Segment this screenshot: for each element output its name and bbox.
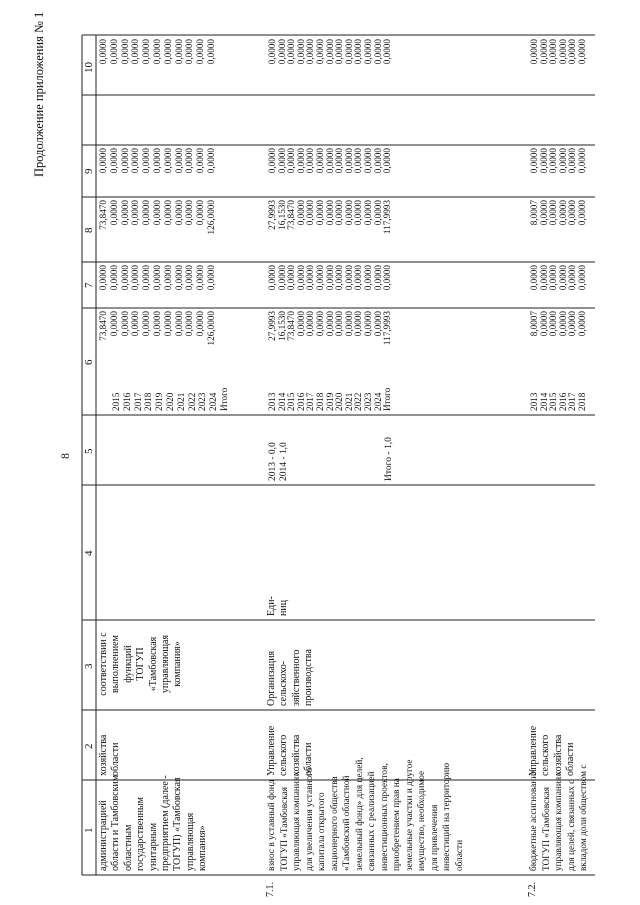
row-7-1-col3: Организация сельскохо- зяйственного производства	[266, 649, 315, 706]
row-7-2-col9: 0,0000 0,0000 0,0000 0,0000 0,0000 0,0000	[529, 148, 587, 174]
row-7-2-col2: Управление сельского хозяйства области	[528, 725, 577, 776]
block0-col6: 73,8470 0,0000 0,0000 0,0000 0,0000 0,0000 0,0000 0,0000 0,0000 0,0000 126,0000	[98, 311, 216, 346]
row-7-1-col7: 0,0000 0,0000 0,0000 0,0000 0,0000 0,0000 0,0000 0,0000 0,0000 0,0000 0,0000 0,0000 0,0000	[267, 265, 393, 291]
block0-col1: администрацией области и Тамбовским областным государственным унитарным предприятием (далее - ТОГУП) «Тамбовская управляющая компания»	[98, 774, 209, 871]
row-7-1-col6: 27,9993 16,1530 73,8470 0,0000 0,0000 0,0000 0,0000 0,0000 0,0000 0,0000 0,0000 0,0000 117,9993	[267, 311, 393, 346]
row-7-2-col7: 0,0000 0,0000 0,0000 0,0000 0,0000 0,0000	[529, 265, 587, 291]
row-7-1-col4: Еди- ниц	[266, 596, 290, 616]
row-7-1-number: 7.1.	[265, 882, 276, 897]
page-number: 8	[58, 453, 72, 459]
row-7-2-col6: 8,0007 0,0000 0,0000 0,0000 0,0000 0,0000	[529, 311, 587, 337]
block0-years: 2015 2016 2017 2018 2019 2020 2021 2022 2023 2024 Итого	[111, 387, 229, 411]
header-col-10: 10	[83, 62, 95, 73]
block0-col9: 0,0000 0,0000 0,0000 0,0000 0,0000 0,0000 0,0000 0,0000 0,0000 0,0000 0,0000	[98, 148, 216, 174]
header-col-6: 6	[83, 359, 95, 365]
block0-col10: 0,0000 0,0000 0,0000 0,0000 0,0000 0,0000 0,0000 0,0000 0,0000 0,0000 0,0000	[98, 39, 216, 65]
row-7-1-col1: взнос в уставный фонд ТОГУП «Тамбовская управляющая компания» для увеличения уставного капитала открытого акционерного общества «Тамбовский областной земельный фонд» для целей, связанных с реализацией инвестиционных проектов, приобретением прав на земельные участки и другое имущество, необходимое для привлечения инвестиций на территорию области	[267, 757, 465, 871]
row-7-1-years: 2013 2014 2015 2016 2017 2018 2019 2020 2021 2022 2023 2024 Итого	[267, 387, 393, 411]
block0-col8: 73,8470 0,0000 0,0000 0,0000 0,0000 0,0000 0,0000 0,0000 0,0000 0,0000 126,0000	[98, 200, 216, 235]
row-7-2-number: 7.2.	[527, 882, 538, 897]
header-col-2: 2	[83, 743, 95, 749]
row-7-1-col5-total: Итого - 1,0	[384, 437, 394, 481]
continuation-title: Продолжение приложения № 1	[32, 11, 46, 177]
row-7-1-col10: 0,0000 0,0000 0,0000 0,0000 0,0000 0,0000 0,0000 0,0000 0,0000 0,0000 0,0000 0,0000 0,0000	[267, 39, 393, 65]
block0-col7: 0,0000 0,0000 0,0000 0,0000 0,0000 0,0000 0,0000 0,0000 0,0000 0,0000 0,0000	[98, 265, 216, 291]
row-7-2-col8: 8,0007 0,0000 0,0000 0,0000 0,0000 0,0000	[529, 200, 587, 226]
header-col-8: 8	[83, 227, 95, 233]
header-col-7: 7	[83, 282, 95, 288]
row-7-2-col10: 0,0000 0,0000 0,0000 0,0000 0,0000 0,0000	[529, 39, 587, 65]
header-col-3: 3	[83, 663, 95, 669]
block0-col3: соответствии с выполнением функций ТОГУП «Тамбовская управляющая компания»	[98, 632, 184, 696]
row-7-2-years: 2013 2014 2015 2016 2017 2018	[529, 392, 587, 411]
header-col-1: 1	[83, 827, 95, 833]
header-col-9: 9	[83, 168, 95, 174]
row-7-2-col1: бюджетные ассигнования ТОГУП «Тамбовская управляющая компания» для целей, связанных с вкладом доли обществом с	[529, 764, 589, 871]
header-col-5: 5	[83, 448, 95, 454]
row-7-1-col8: 27,9993 16,1530 73,8470 0,0000 0,0000 0,0000 0,0000 0,0000 0,0000 0,0000 0,0000 0,0000 117,9993	[267, 200, 393, 235]
row-7-1-col2: Управление сельского хозяйства области	[266, 725, 315, 776]
header-col-4: 4	[83, 550, 95, 556]
row-7-1-col9: 0,0000 0,0000 0,0000 0,0000 0,0000 0,0000 0,0000 0,0000 0,0000 0,0000 0,0000 0,0000 0,0000	[267, 148, 393, 174]
block0-col2: хозяйства области	[98, 734, 122, 776]
row-7-1-col5: 2013 - 0,0 2014 - 1,0	[268, 442, 289, 481]
